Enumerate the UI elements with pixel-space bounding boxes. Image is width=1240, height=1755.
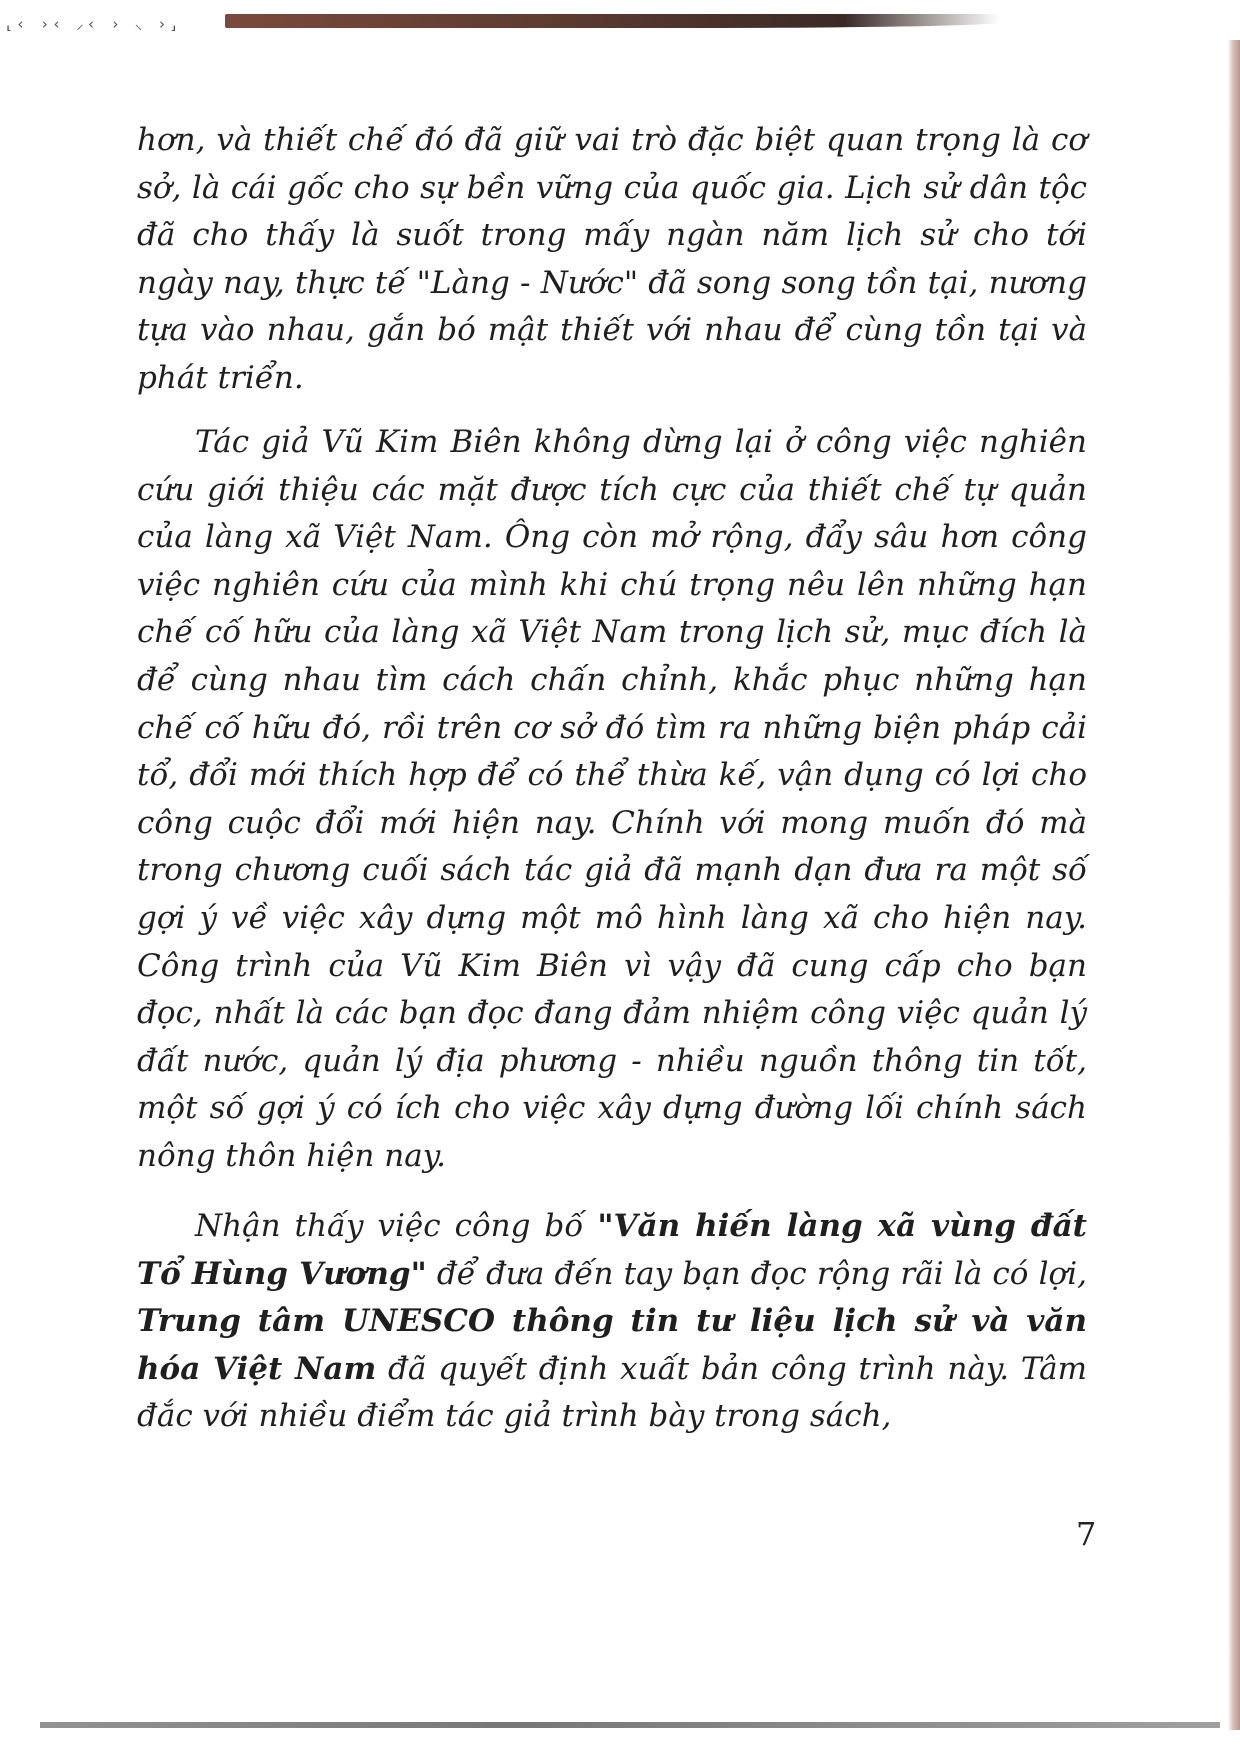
scan-edge-mark: ⸤‹ ›‹ ⸝‹ › ⸜ ›⸥ [4, 15, 182, 33]
paragraph-3-text-1: Nhận thấy việc công bố [195, 1208, 598, 1244]
paragraph-2: Tác giả Vũ Kim Biên không dừng lại ở công việc nghiên cứu giới thiệu các mặt được tích cực của thiết chế tự quản của làng xã Việt Nam. Ông còn mở rộng, đẩy sâu hơn công việc nghiên cứu của mình khi chú trọng nêu lên những hạn chế cố hữu của làng xã Việt Nam trong lịch sử, mục đích là để cùng nhau tìm cách chấn chỉnh, khắc phục những hạn chế cố hữu đó, rồi trên cơ sở đó tìm ra những biện pháp cải tổ, đổi mới thích hợp để có thể thừa kế, vận dụng có lợi cho công cuộc đổi mới hiện nay. Chính với mong muốn đó mà trong chương cuối sách tác giả đã mạnh dạn đưa ra một số gợi ý về việc xây dựng một mô hình làng xã cho hiện nay. Công trình của Vũ Kim Biên vì vậy đã cung cấp cho bạn đọc, nhất là các bạn đọc đang đảm nhiệm công việc quản lý đất nước, quản lý địa phương - nhiều nguồn thông tin tốt, một số gợi ý có ích cho việc xây dựng đường lối chính sách nông thôn hiện nay. [137, 424, 1087, 1174]
paragraph-3-text-2: để đưa đến tay bạn đọc rộng rãi là có lợi, [426, 1255, 1087, 1292]
scan-top-edge [225, 14, 1000, 28]
page-number: 7 [1076, 1515, 1097, 1553]
publisher-name: Trung tâm UNESCO thông tin tư liệu lịch sử và văn hóa Việt Nam [137, 1303, 1087, 1387]
scan-right-edge [1228, 40, 1240, 1730]
paragraph-3 [137, 1203, 1087, 1441]
book-title: "Văn hiến làng xã vùng đất Tổ Hùng Vương" [137, 1208, 1087, 1292]
paragraph-1: hơn, và thiết chế đó đã giữ vai trò đặc biệt quan trọng là cơ sở, là cái gốc cho sự bền vững của quốc gia. Lịch sử dân tộc đã cho thấy là suốt trong mấy ngàn năm lịch sử cho tới ngày nay, thực tế "Làng - Nước" đã song song tồn tại, nương tựa vào nhau, gắn bó mật thiết với nhau để cùng tồn tại và phát triển. [137, 122, 1087, 396]
paragraph-3-text-3: đã quyết định xuất bản công trình này. Tâm đắc với nhiều điểm tác giả trình bày trong sách, [137, 1350, 1087, 1435]
scan-bottom-edge [40, 1722, 1220, 1728]
